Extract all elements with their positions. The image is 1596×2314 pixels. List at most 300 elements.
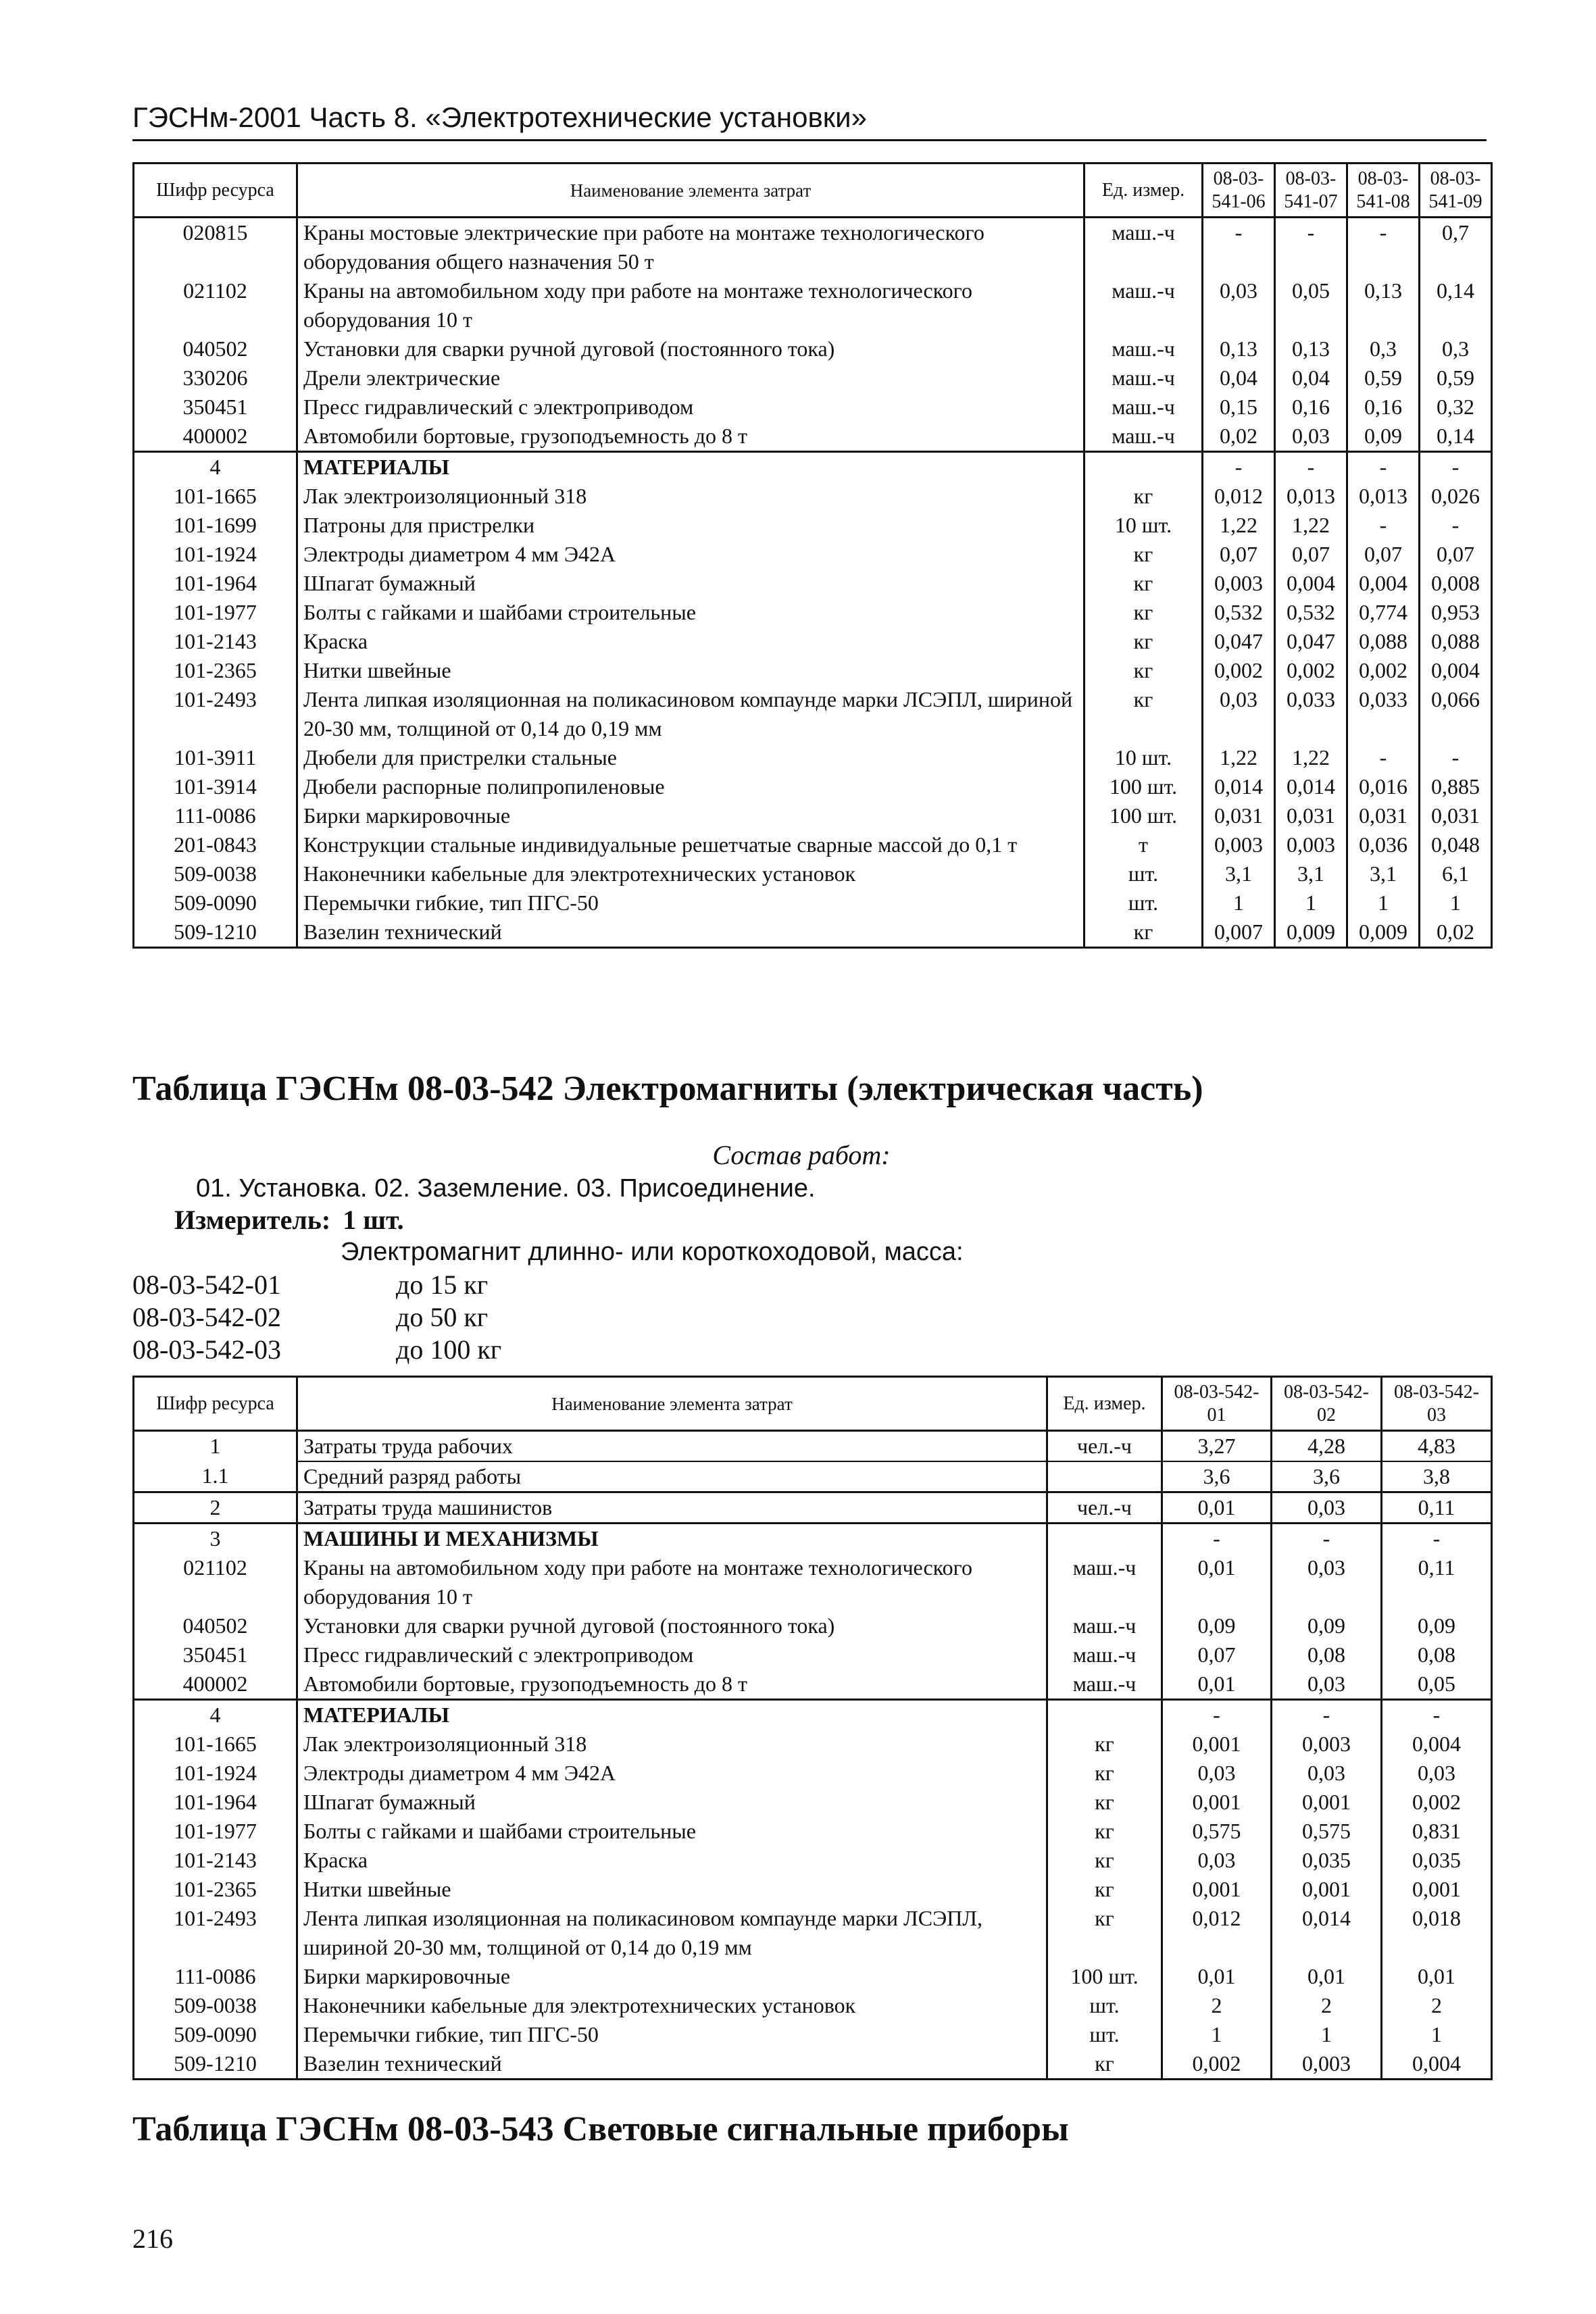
resource-code: 101-3911 — [134, 743, 297, 772]
resource-value: 0,035 — [1382, 1846, 1492, 1875]
resource-value: - — [1420, 452, 1492, 482]
resource-code: 101-1924 — [134, 1759, 297, 1788]
resource-value: 4,28 — [1272, 1431, 1382, 1462]
resource-code: 330206 — [134, 363, 297, 393]
variant-line — [132, 1301, 488, 1334]
section-row — [134, 1524, 1492, 1554]
resource-name: Перемычки гибкие, тип ПГС-50 — [297, 2020, 1047, 2049]
resource-name: Бирки маркировочные — [297, 1962, 1047, 1991]
table-row — [134, 569, 1492, 598]
resource-value: 0,03 — [1382, 1759, 1492, 1788]
resource-value: 0,01 — [1162, 1669, 1272, 1700]
resource-value: 0,002 — [1347, 656, 1420, 685]
resource-unit: 100 шт. — [1047, 1962, 1162, 1991]
table-row — [134, 511, 1492, 540]
resource-value: 0,033 — [1347, 685, 1420, 743]
resource-value: 1 — [1275, 888, 1347, 917]
resource-unit: кг — [1047, 1730, 1162, 1759]
resource-unit: маш.-ч — [1047, 1669, 1162, 1700]
resource-value: 0,003 — [1203, 830, 1275, 859]
resource-value: - — [1162, 1524, 1272, 1554]
resource-code: 509-0090 — [134, 2020, 297, 2049]
variant-line — [132, 1269, 488, 1301]
resource-name: Краны мостовые электрические при работе на монтаже технологического оборудования общего назначения 50 т — [297, 218, 1084, 277]
resource-unit: кг — [1084, 569, 1203, 598]
header-code: Шифр ресурса — [134, 164, 297, 218]
table-row — [134, 218, 1492, 277]
resource-value: 2 — [1272, 1991, 1382, 2020]
resource-name: Перемычки гибкие, тип ПГС-50 — [297, 888, 1084, 917]
resource-value: 0,3 — [1420, 334, 1492, 363]
resource-value: 0,088 — [1420, 627, 1492, 656]
table-row — [134, 1962, 1492, 1991]
resource-code: 040502 — [134, 1611, 297, 1640]
resource-value: 0,088 — [1347, 627, 1420, 656]
resource-unit: кг — [1047, 1788, 1162, 1817]
resource-value: 0,08 — [1382, 1640, 1492, 1669]
resource-name: Затраты труда машинистов — [297, 1492, 1047, 1524]
resource-unit: кг — [1047, 1904, 1162, 1962]
resource-value: 0,16 — [1275, 393, 1347, 422]
resource-value: 0,001 — [1382, 1875, 1492, 1904]
table-row — [134, 1904, 1492, 1962]
resource-value: 0,532 — [1275, 598, 1347, 627]
resource-value: 0,026 — [1420, 482, 1492, 511]
resource-value: - — [1347, 743, 1420, 772]
resource-table-541 — [132, 162, 1493, 949]
resource-value: 0,033 — [1275, 685, 1347, 743]
table-row — [134, 1817, 1492, 1846]
work-composition-caption: Состав работ: — [712, 1140, 891, 1170]
resource-name: МАШИНЫ И МЕХАНИЗМЫ — [297, 1524, 1047, 1554]
resource-code: 509-1210 — [134, 2049, 297, 2080]
resource-name: Лак электроизоляционный 318 — [297, 1730, 1047, 1759]
resource-value: 0,16 — [1347, 393, 1420, 422]
resource-value: 0,13 — [1347, 276, 1420, 334]
resource-value: - — [1203, 218, 1275, 277]
resource-value: 0,016 — [1347, 772, 1420, 801]
table-row — [134, 1553, 1492, 1611]
table-row — [134, 422, 1492, 452]
resource-value: 0,831 — [1382, 1817, 1492, 1846]
resource-code: 201-0843 — [134, 830, 297, 859]
resource-code: 111-0086 — [134, 1962, 297, 1991]
resource-unit: маш.-ч — [1047, 1611, 1162, 1640]
resource-table-542 — [132, 1376, 1493, 2080]
resource-value: 0,012 — [1203, 482, 1275, 511]
resource-value: 0,774 — [1347, 598, 1420, 627]
header-rule — [132, 139, 1487, 141]
resource-value: 0,009 — [1347, 917, 1420, 948]
resource-value: 0,01 — [1162, 1553, 1272, 1611]
resource-code: 101-2493 — [134, 1904, 297, 1962]
resource-value: 0,07 — [1347, 540, 1420, 569]
resource-value: 0,532 — [1203, 598, 1275, 627]
resource-value: 0,03 — [1275, 422, 1347, 452]
variant-text: до 50 кг — [396, 1302, 489, 1332]
resource-value: 0,001 — [1272, 1788, 1382, 1817]
resource-name: Краска — [297, 627, 1084, 656]
resource-value: 0,01 — [1162, 1962, 1272, 1991]
resource-code: 101-2365 — [134, 1875, 297, 1904]
header-name: Наименование элемента затрат — [297, 164, 1084, 218]
resource-value: 0,007 — [1203, 917, 1275, 948]
resource-unit: шт. — [1084, 888, 1203, 917]
resource-code: 101-1665 — [134, 1730, 297, 1759]
resource-value: 0,001 — [1272, 1875, 1382, 1904]
resource-value: 0,004 — [1275, 569, 1347, 598]
resource-value: 0,031 — [1275, 801, 1347, 830]
resource-name: Нитки швейные — [297, 656, 1084, 685]
resource-name: Дрели электрические — [297, 363, 1084, 393]
resource-value: 0,004 — [1420, 656, 1492, 685]
measure-label: Измеритель: — [174, 1205, 331, 1235]
resource-value: 0,02 — [1420, 917, 1492, 948]
resource-unit: т — [1084, 830, 1203, 859]
resource-value: 0,001 — [1162, 1875, 1272, 1904]
resource-value: 1 — [1162, 2020, 1272, 2049]
variant-description: Электромагнит длинно- или короткоходовой, масса: — [341, 1238, 964, 1266]
table-row — [134, 1730, 1492, 1759]
resource-value: 1,22 — [1203, 511, 1275, 540]
resource-name: МАТЕРИАЛЫ — [297, 452, 1084, 482]
resource-value: 0,05 — [1275, 276, 1347, 334]
resource-value: 0,13 — [1275, 334, 1347, 363]
resource-value: 0,03 — [1272, 1553, 1382, 1611]
table-row — [134, 482, 1492, 511]
resource-value: 0,002 — [1203, 656, 1275, 685]
resource-value: 0,03 — [1162, 1846, 1272, 1875]
resource-value: 0,047 — [1203, 627, 1275, 656]
resource-value: 0,018 — [1382, 1904, 1492, 1962]
variant-line — [132, 1334, 501, 1366]
table-row — [134, 1611, 1492, 1640]
resource-value: 2 — [1162, 1991, 1272, 2020]
resource-unit: 100 шт. — [1084, 772, 1203, 801]
resource-code: 101-1924 — [134, 540, 297, 569]
resource-name: Шпагат бумажный — [297, 1788, 1047, 1817]
resource-unit: шт. — [1047, 1991, 1162, 2020]
resource-value: 0,11 — [1382, 1492, 1492, 1524]
resource-code: 101-2143 — [134, 627, 297, 656]
resource-value: 0,047 — [1275, 627, 1347, 656]
table-row — [134, 656, 1492, 685]
resource-value: 2 — [1382, 1991, 1492, 2020]
table-row — [134, 627, 1492, 656]
resource-name: Вазелин технический — [297, 917, 1084, 948]
resource-value: 6,1 — [1420, 859, 1492, 888]
resource-name: Пресс гидравлический с электроприводом — [297, 1640, 1047, 1669]
resource-unit: кг — [1047, 2049, 1162, 2080]
resource-value: 0,07 — [1275, 540, 1347, 569]
resource-code: 101-2143 — [134, 1846, 297, 1875]
resource-value: 0,01 — [1162, 1492, 1272, 1524]
table-row — [134, 772, 1492, 801]
resource-name: Автомобили бортовые, грузоподъемность до 8 т — [297, 422, 1084, 452]
resource-value: - — [1420, 743, 1492, 772]
resource-code: 101-2493 — [134, 685, 297, 743]
resource-unit: маш.-ч — [1084, 218, 1203, 277]
resource-name: Краны на автомобильном ходу при работе на монтаже технологического оборудования 10 т — [297, 1553, 1047, 1611]
resource-name: Электроды диаметром 4 мм Э42А — [297, 540, 1084, 569]
table-row — [134, 801, 1492, 830]
resource-unit: маш.-ч — [1084, 393, 1203, 422]
resource-code: 040502 — [134, 334, 297, 363]
header-unit: Ед. измер. — [1084, 164, 1203, 218]
resource-name: Конструкции стальные индивидуальные решетчатые сварные массой до 0,1 т — [297, 830, 1084, 859]
resource-unit — [1047, 1524, 1162, 1554]
resource-unit: шт. — [1047, 2020, 1162, 2049]
table-row — [134, 1875, 1492, 1904]
resource-code: 1.1 — [134, 1461, 297, 1492]
resource-value: 0,14 — [1420, 422, 1492, 452]
resource-value: 3,6 — [1272, 1461, 1382, 1492]
resource-value: 0,885 — [1420, 772, 1492, 801]
resource-unit: кг — [1084, 482, 1203, 511]
resource-code: 020815 — [134, 218, 297, 277]
resource-name: Наконечники кабельные для электротехнических установок — [297, 1991, 1047, 2020]
table-row — [134, 859, 1492, 888]
resource-unit: маш.-ч — [1047, 1640, 1162, 1669]
resource-value: 1 — [1382, 2020, 1492, 2049]
resource-name: Лак электроизоляционный 318 — [297, 482, 1084, 511]
resource-name: Нитки швейные — [297, 1875, 1047, 1904]
resource-value: 0,009 — [1275, 917, 1347, 948]
resource-code: 400002 — [134, 1669, 297, 1700]
header-col: 08-03-541-08 — [1347, 164, 1420, 218]
resource-unit: чел.-ч — [1047, 1431, 1162, 1462]
resource-code: 101-2365 — [134, 656, 297, 685]
table-title-543: Таблица ГЭСНм 08-03-543 Световые сигнальные приборы — [132, 2110, 1069, 2148]
resource-name: МАТЕРИАЛЫ — [297, 1700, 1047, 1730]
resource-value: 0,031 — [1420, 801, 1492, 830]
variant-text: до 15 кг — [396, 1269, 489, 1300]
table-row — [134, 1431, 1492, 1462]
resource-unit: кг — [1084, 627, 1203, 656]
resource-name: Лента липкая изоляционная на поликасиновом компаунде марки ЛСЭПЛ, шириной 20-30 мм, толщиной от 0,14 до 0,19 мм — [297, 1904, 1047, 1962]
table-row — [134, 1669, 1492, 1700]
resource-unit: 100 шт. — [1084, 801, 1203, 830]
resource-name: Патроны для пристрелки — [297, 511, 1084, 540]
table-row — [134, 393, 1492, 422]
table-row — [134, 1461, 1492, 1492]
resource-value: 0,03 — [1162, 1759, 1272, 1788]
resource-value: 0,07 — [1162, 1640, 1272, 1669]
resource-value: 1,22 — [1275, 743, 1347, 772]
resource-value: 0,004 — [1382, 2049, 1492, 2080]
resource-value: 0,15 — [1203, 393, 1275, 422]
resource-code: 509-1210 — [134, 917, 297, 948]
resource-name: Вазелин технический — [297, 2049, 1047, 2080]
resource-unit: кг — [1047, 1846, 1162, 1875]
resource-code: 4 — [134, 1700, 297, 1730]
resource-unit: кг — [1084, 598, 1203, 627]
resource-value: - — [1347, 452, 1420, 482]
resource-value: 0,002 — [1275, 656, 1347, 685]
resource-value: - — [1203, 452, 1275, 482]
resource-name: Наконечники кабельные для электротехнических установок — [297, 859, 1084, 888]
resource-value: 3,1 — [1203, 859, 1275, 888]
resource-value: 0,036 — [1347, 830, 1420, 859]
resource-name: Дюбели распорные полипропиленовые — [297, 772, 1084, 801]
table-row — [134, 888, 1492, 917]
resource-value: 4,83 — [1382, 1431, 1492, 1462]
resource-value: 3,8 — [1382, 1461, 1492, 1492]
resource-code: 350451 — [134, 393, 297, 422]
header-col: 08-03-541-09 — [1420, 164, 1492, 218]
resource-value: 0,013 — [1347, 482, 1420, 511]
resource-value: - — [1162, 1700, 1272, 1730]
resource-value: 0,14 — [1420, 276, 1492, 334]
resource-value: 0,01 — [1272, 1962, 1382, 1991]
section-row — [134, 452, 1492, 482]
resource-value: 0,03 — [1203, 685, 1275, 743]
resource-unit: кг — [1047, 1817, 1162, 1846]
resource-value: 0,02 — [1203, 422, 1275, 452]
resource-code: 1 — [134, 1431, 297, 1462]
resource-name: Краны на автомобильном ходу при работе на монтаже технологического оборудования 10 т — [297, 276, 1084, 334]
resource-value: 0,008 — [1420, 569, 1492, 598]
resource-value: 1,22 — [1275, 511, 1347, 540]
resource-value: 0,01 — [1382, 1962, 1492, 1991]
resource-code: 400002 — [134, 422, 297, 452]
resource-value: 0,001 — [1162, 1788, 1272, 1817]
resource-value: 3,1 — [1347, 859, 1420, 888]
resource-name: Шпагат бумажный — [297, 569, 1084, 598]
resource-value: 0,066 — [1420, 685, 1492, 743]
resource-value: 0,03 — [1203, 276, 1275, 334]
resource-code: 021102 — [134, 276, 297, 334]
resource-value: 3,6 — [1162, 1461, 1272, 1492]
variant-code: 08-03-542-02 — [132, 1302, 281, 1332]
variant-code: 08-03-542-01 — [132, 1269, 281, 1300]
resource-value: 0,012 — [1162, 1904, 1272, 1962]
resource-value: - — [1382, 1700, 1492, 1730]
resource-unit: 10 шт. — [1084, 511, 1203, 540]
resource-name: Бирки маркировочные — [297, 801, 1084, 830]
resource-unit: маш.-ч — [1084, 334, 1203, 363]
resource-value: - — [1272, 1524, 1382, 1554]
table-row — [134, 830, 1492, 859]
resource-value: 0,953 — [1420, 598, 1492, 627]
resource-code: 3 — [134, 1524, 297, 1554]
resource-unit: 10 шт. — [1084, 743, 1203, 772]
resource-value: 0,32 — [1420, 393, 1492, 422]
resource-value: 0,59 — [1420, 363, 1492, 393]
resource-unit: кг — [1084, 540, 1203, 569]
resource-value: 1 — [1272, 2020, 1382, 2049]
resource-value: 0,03 — [1272, 1669, 1382, 1700]
resource-value: - — [1382, 1524, 1492, 1554]
resource-unit: маш.-ч — [1084, 422, 1203, 452]
resource-code: 4 — [134, 452, 297, 482]
resource-code: 509-0038 — [134, 1991, 297, 2020]
resource-value: 0,04 — [1203, 363, 1275, 393]
resource-value: 0,09 — [1382, 1611, 1492, 1640]
header-unit: Ед. измер. — [1047, 1377, 1162, 1431]
resource-value: 0,09 — [1162, 1611, 1272, 1640]
resource-unit: кг — [1047, 1875, 1162, 1904]
resource-value: 0,014 — [1203, 772, 1275, 801]
resource-value: 0,7 — [1420, 218, 1492, 277]
resource-value: 1 — [1203, 888, 1275, 917]
page-number: 216 — [132, 2223, 173, 2254]
resource-name: Болты с гайками и шайбами строительные — [297, 1817, 1047, 1846]
resource-code: 101-1699 — [134, 511, 297, 540]
resource-value: 0,575 — [1272, 1817, 1382, 1846]
header-col: 08-03-541-06 — [1203, 164, 1275, 218]
measure-value: 1 шт. — [343, 1205, 404, 1235]
table-title-542: Таблица ГЭСНм 08-03-542 Электромагниты (электрическая часть) — [132, 1070, 1203, 1108]
resource-value: 1,22 — [1203, 743, 1275, 772]
table-row — [134, 276, 1492, 334]
resource-value: 0,575 — [1162, 1817, 1272, 1846]
work-steps: 01. Установка. 02. Заземление. 03. Присоединение. — [196, 1174, 816, 1203]
resource-value: 0,014 — [1272, 1904, 1382, 1962]
resource-value: 1 — [1420, 888, 1492, 917]
resource-unit: маш.-ч — [1084, 363, 1203, 393]
resource-code: 101-3914 — [134, 772, 297, 801]
resource-value: 0,004 — [1347, 569, 1420, 598]
table-row — [134, 363, 1492, 393]
resource-unit: кг — [1084, 917, 1203, 948]
resource-unit: кг — [1047, 1759, 1162, 1788]
resource-value: 0,11 — [1382, 1553, 1492, 1611]
resource-value: 0,09 — [1272, 1611, 1382, 1640]
header-name: Наименование элемента затрат — [297, 1377, 1047, 1431]
resource-value: 0,04 — [1275, 363, 1347, 393]
resource-name: Затраты труда рабочих — [297, 1431, 1047, 1462]
resource-code: 101-1964 — [134, 1788, 297, 1817]
variant-text: до 100 кг — [396, 1334, 502, 1365]
resource-value: 0,014 — [1275, 772, 1347, 801]
resource-name: Установки для сварки ручной дуговой (постоянного тока) — [297, 334, 1084, 363]
resource-value: 0,002 — [1162, 2049, 1272, 2080]
table-row — [134, 540, 1492, 569]
resource-value: 0,03 — [1272, 1492, 1382, 1524]
resource-value: 0,004 — [1382, 1730, 1492, 1759]
resource-value: 0,001 — [1162, 1730, 1272, 1759]
resource-unit — [1047, 1461, 1162, 1492]
resource-code: 101-1964 — [134, 569, 297, 598]
resource-value: 0,09 — [1347, 422, 1420, 452]
resource-code: 350451 — [134, 1640, 297, 1669]
resource-value: 0,002 — [1382, 1788, 1492, 1817]
header-col: 08-03-541-07 — [1275, 164, 1347, 218]
resource-value: - — [1272, 1700, 1382, 1730]
header-col: 08-03-542-02 — [1272, 1377, 1382, 1431]
resource-name: Автомобили бортовые, грузоподъемность до 8 т — [297, 1669, 1047, 1700]
resource-unit: чел.-ч — [1047, 1492, 1162, 1524]
table-row — [134, 1759, 1492, 1788]
resource-code: 101-1665 — [134, 482, 297, 511]
resource-code: 111-0086 — [134, 801, 297, 830]
resource-value: 0,07 — [1420, 540, 1492, 569]
resource-unit — [1047, 1700, 1162, 1730]
resource-value: 0,3 — [1347, 334, 1420, 363]
resource-value: 0,08 — [1272, 1640, 1382, 1669]
resource-code: 101-1977 — [134, 598, 297, 627]
table-row — [134, 917, 1492, 948]
resource-value: - — [1275, 452, 1347, 482]
table-row — [134, 743, 1492, 772]
table-row — [134, 1788, 1492, 1817]
resource-value: - — [1347, 218, 1420, 277]
table-row — [134, 334, 1492, 363]
table-body — [134, 1431, 1492, 2080]
resource-code: 509-0038 — [134, 859, 297, 888]
resource-value: - — [1275, 218, 1347, 277]
